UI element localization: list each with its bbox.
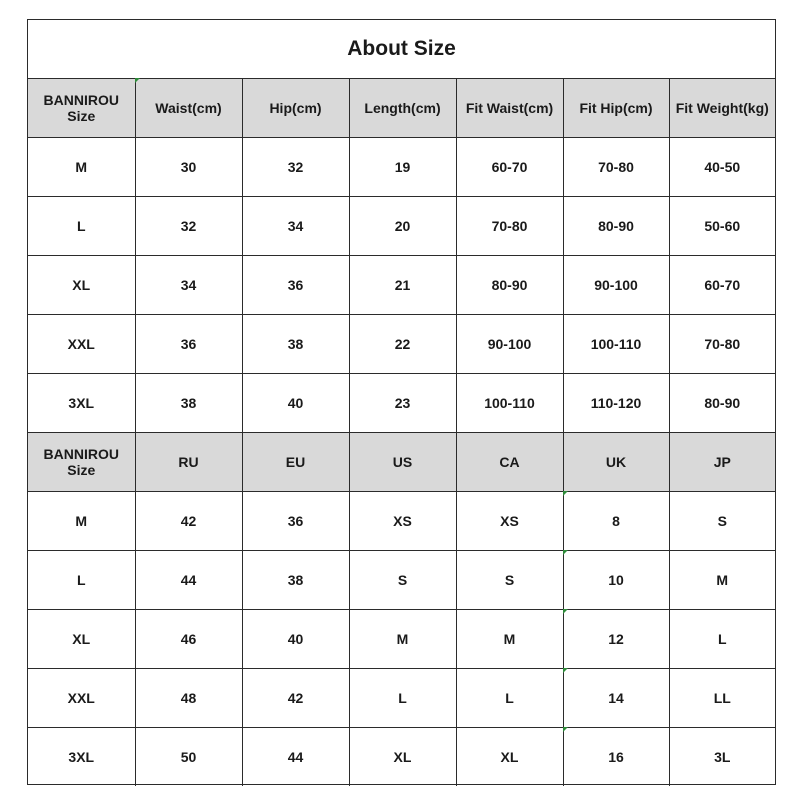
table1-header-col2: Hip(cm) [242, 79, 349, 138]
table2-cell-col5: 12 [563, 610, 669, 669]
table1-cell-col3: 22 [349, 315, 456, 374]
table2-header-col4: CA [456, 433, 563, 492]
table1-cell-col1: 30 [135, 138, 242, 197]
table1-header-col4: Fit Waist(cm) [456, 79, 563, 138]
table1-cell-col5: 110-120 [563, 374, 669, 433]
table2-cell-col1: 46 [135, 610, 242, 669]
table2-cell-col4: XS [456, 492, 563, 551]
table1-row [28, 197, 775, 256]
table1-cell-col5: 100-110 [563, 315, 669, 374]
table1-header-col1: Waist(cm) [135, 79, 242, 138]
table1-cell-col3: 19 [349, 138, 456, 197]
table1-header-row [28, 79, 775, 138]
table1-cell-col2: 36 [242, 256, 349, 315]
table2-cell-col6: S [669, 492, 775, 551]
table2-cell-col1: 44 [135, 551, 242, 610]
table1-cell-col4: 70-80 [456, 197, 563, 256]
table1-cell-col5: 90-100 [563, 256, 669, 315]
table2-cell-col6: LL [669, 669, 775, 728]
table2-header-row [28, 433, 775, 492]
table2-cell-col2: 38 [242, 551, 349, 610]
table2-cell-col2: 40 [242, 610, 349, 669]
chart-title: About Size [28, 20, 775, 79]
table1-cell-size: XL [28, 256, 135, 315]
table1-cell-col4: 90-100 [456, 315, 563, 374]
table1-cell-size: L [28, 197, 135, 256]
table1-cell-size: 3XL [28, 374, 135, 433]
table2-header-size: BANNIROU Size [28, 433, 135, 492]
table2-cell-size: M [28, 492, 135, 551]
table2-cell-col2: 36 [242, 492, 349, 551]
table2-cell-col6: M [669, 551, 775, 610]
table2-row [28, 728, 775, 787]
table2-cell-col2: 44 [242, 728, 349, 787]
table2-cell-col4: L [456, 669, 563, 728]
table1-row [28, 315, 775, 374]
table2-cell-col4: XL [456, 728, 563, 787]
table1-row [28, 374, 775, 433]
table1-cell-col2: 40 [242, 374, 349, 433]
table1-cell-col4: 100-110 [456, 374, 563, 433]
table2-cell-col1: 42 [135, 492, 242, 551]
table2-cell-col3: XL [349, 728, 456, 787]
table2-header-col3: US [349, 433, 456, 492]
table1-cell-col6: 80-90 [669, 374, 775, 433]
table1-cell-col1: 34 [135, 256, 242, 315]
table1-cell-col6: 50-60 [669, 197, 775, 256]
table2-cell-size: L [28, 551, 135, 610]
table1-header-col5: Fit Hip(cm) [563, 79, 669, 138]
table1-header-col6: Fit Weight(kg) [669, 79, 775, 138]
table2-cell-col6: L [669, 610, 775, 669]
table2-row [28, 610, 775, 669]
table1-cell-col4: 60-70 [456, 138, 563, 197]
table2-cell-col2: 42 [242, 669, 349, 728]
table2-cell-col3: M [349, 610, 456, 669]
table1-cell-col1: 32 [135, 197, 242, 256]
table2-header-col6: JP [669, 433, 775, 492]
table2-header-col5: UK [563, 433, 669, 492]
table1-cell-col2: 32 [242, 138, 349, 197]
table1-cell-col5: 80-90 [563, 197, 669, 256]
table2-cell-col5: 14 [563, 669, 669, 728]
table1-cell-col2: 34 [242, 197, 349, 256]
size-table [28, 79, 775, 786]
table1-row [28, 256, 775, 315]
table2-cell-col4: M [456, 610, 563, 669]
table1-cell-col2: 38 [242, 315, 349, 374]
table1-cell-col5: 70-80 [563, 138, 669, 197]
table1-header-col3: Length(cm) [349, 79, 456, 138]
table1-cell-col4: 80-90 [456, 256, 563, 315]
table2-cell-size: XXL [28, 669, 135, 728]
table1-cell-size: M [28, 138, 135, 197]
table2-cell-col3: XS [349, 492, 456, 551]
table2-cell-col6: 3L [669, 728, 775, 787]
table2-cell-col3: L [349, 669, 456, 728]
table2-cell-col3: S [349, 551, 456, 610]
table1-cell-col6: 60-70 [669, 256, 775, 315]
table1-cell-col6: 40-50 [669, 138, 775, 197]
table2-cell-col4: S [456, 551, 563, 610]
table1-cell-size: XXL [28, 315, 135, 374]
table2-cell-size: XL [28, 610, 135, 669]
table1-cell-col3: 21 [349, 256, 456, 315]
table2-header-col2: EU [242, 433, 349, 492]
table2-cell-col1: 48 [135, 669, 242, 728]
table2-cell-col5: 16 [563, 728, 669, 787]
table1-cell-col1: 36 [135, 315, 242, 374]
table2-row [28, 551, 775, 610]
table1-cell-col3: 23 [349, 374, 456, 433]
table2-cell-size: 3XL [28, 728, 135, 787]
table2-cell-col5: 10 [563, 551, 669, 610]
table1-header-size: BANNIROU Size [28, 79, 135, 138]
table2-row [28, 492, 775, 551]
table2-cell-col5: 8 [563, 492, 669, 551]
table1-cell-col3: 20 [349, 197, 456, 256]
size-chart [27, 19, 776, 785]
table2-cell-col1: 50 [135, 728, 242, 787]
table1-cell-col1: 38 [135, 374, 242, 433]
table2-header-col1: RU [135, 433, 242, 492]
table1-cell-col6: 70-80 [669, 315, 775, 374]
table2-row [28, 669, 775, 728]
table1-row [28, 138, 775, 197]
